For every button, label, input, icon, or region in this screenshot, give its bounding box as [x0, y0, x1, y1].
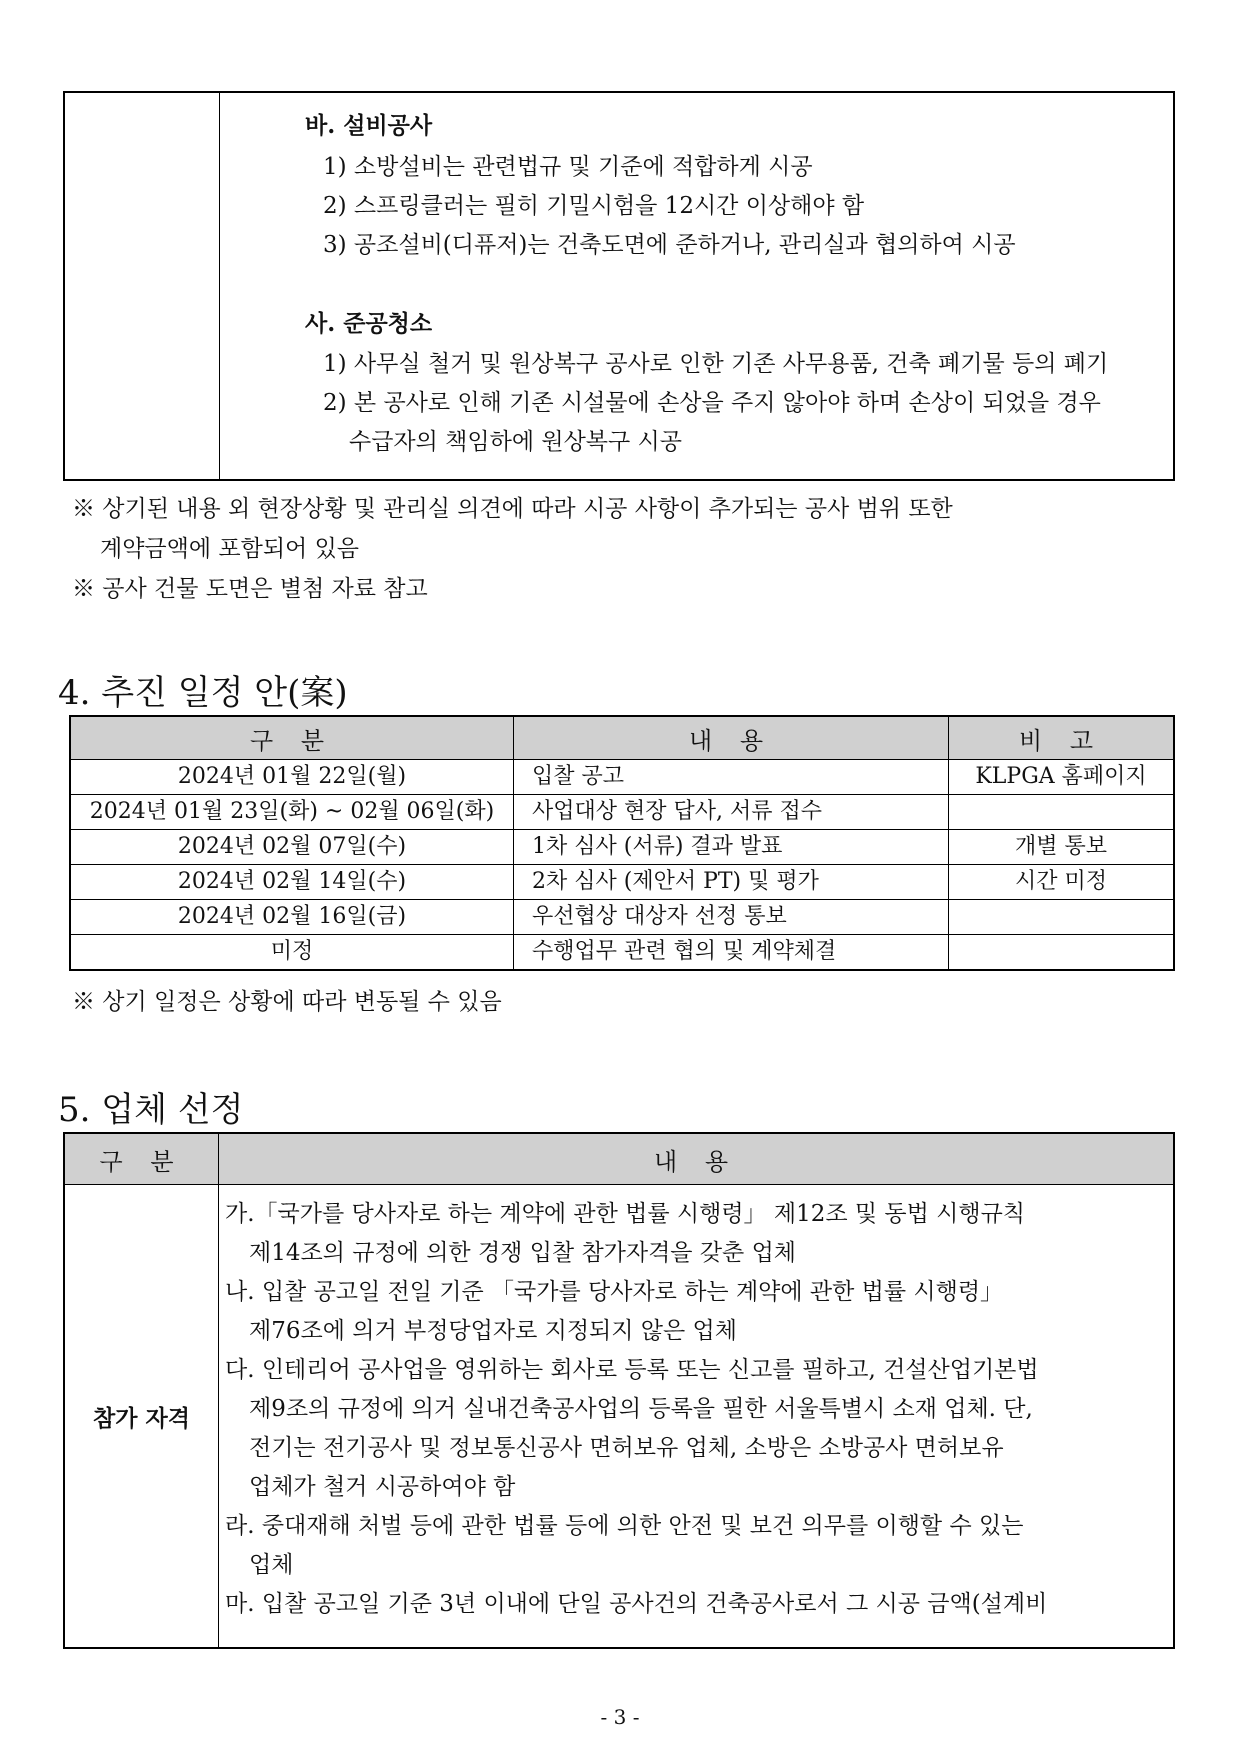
qualification-category: 참가 자격 — [64, 1185, 219, 1649]
table-row — [70, 935, 1174, 971]
schedule-content: 수행업무 관련 협의 및 계약체결 — [514, 935, 949, 971]
qualification-line: 다. 인테리어 공사업을 영위하는 회사로 등록 또는 신고를 필하고, 건설산업기본법 — [225, 1357, 1039, 1383]
col-header-content: 내 용 — [514, 716, 949, 760]
schedule-note: 개별 통보 — [949, 830, 1175, 865]
qualification-content — [219, 1185, 1175, 1649]
col-header-remarks: 비 고 — [949, 716, 1175, 760]
qualification-line: 업체 — [249, 1552, 294, 1578]
table-row — [70, 865, 1174, 900]
qualification-line: 제76조에 의거 부정당업자로 지정되지 않은 업체 — [249, 1318, 737, 1344]
note-scope-cont: 계약금액에 포함되어 있음 — [100, 536, 360, 562]
qualification-line: 가.「국가를 당사자로 하는 계약에 관한 법률 시행령」 제12조 및 동법 시행규칙 — [225, 1201, 1026, 1227]
qualification-line: 나. 입찰 공고일 전일 기준 「국가를 당사자로 하는 계약에 관한 법률 시행령」 — [225, 1279, 1004, 1305]
qualification-line: 전기는 전기공사 및 정보통신공사 면허보유 업체, 소방은 소방공사 면허보유 — [249, 1435, 1004, 1461]
page-number: - 3 - — [600, 1705, 640, 1729]
schedule-content: 입찰 공고 — [514, 760, 949, 795]
schedule-content: 사업대상 현장 답사, 서류 접수 — [514, 795, 949, 830]
facility-item-2: 2) 스프링클러는 필히 기밀시험을 12시간 이상해야 함 — [323, 193, 865, 219]
facility-item-3: 3) 공조설비(디퓨저)는 건축도면에 준하거나, 관리실과 협의하여 시공 — [323, 232, 1016, 258]
col-header-category: 구 분 — [64, 1133, 219, 1185]
note-scope: ※ 상기된 내용 외 현장상황 및 관리실 의견에 따라 시공 사항이 추가되는 공사 범위 또한 — [72, 496, 953, 522]
cleaning-title: 사. 준공청소 — [305, 310, 433, 337]
schedule-note — [949, 900, 1175, 935]
table-row — [70, 760, 1174, 795]
schedule-table — [69, 715, 1175, 971]
schedule-content: 2차 심사 (제안서 PT) 및 평가 — [514, 865, 949, 900]
facility-work-title: 바. 설비공사 — [305, 112, 433, 139]
selection-header-row — [64, 1133, 1174, 1185]
qualification-line: 업체가 철거 시공하여야 함 — [249, 1474, 516, 1500]
section-4-title: 4. 추진 일정 안(案) — [58, 673, 348, 713]
schedule-date: 2024년 01월 23일(화) ~ 02월 06일(화) — [70, 795, 514, 830]
qualification-line: 마. 입찰 공고일 기준 3년 이내에 단일 공사건의 건축공사로서 그 시공 금액(설계비 — [225, 1591, 1048, 1617]
schedule-content: 우선협상 대상자 선정 통보 — [514, 900, 949, 935]
table-row — [64, 1185, 1174, 1649]
schedule-content: 1차 심사 (서류) 결과 발표 — [514, 830, 949, 865]
qualification-line: 라. 중대재해 처벌 등에 관한 법률 등에 의한 안전 및 보건 의무를 이행할 수 있는 — [225, 1513, 1024, 1539]
schedule-date: 2024년 02월 07일(수) — [70, 830, 514, 865]
cleaning-item-2-cont: 수급자의 책임하에 원상복구 시공 — [349, 429, 682, 455]
schedule-note: 시간 미정 — [949, 865, 1175, 900]
qualification-line: 제9조의 규정에 의거 실내건축공사업의 등록을 필한 서울특별시 소재 업체. 단, — [249, 1396, 1033, 1422]
schedule-date: 미정 — [70, 935, 514, 971]
schedule-date: 2024년 02월 16일(금) — [70, 900, 514, 935]
qualification-line: 제14조의 규정에 의한 경쟁 입찰 참가자격을 갖춘 업체 — [249, 1240, 797, 1266]
col-header-category: 구 분 — [70, 716, 514, 760]
col-header-content: 내 용 — [219, 1133, 1175, 1185]
table-row — [70, 830, 1174, 865]
schedule-date: 2024년 01월 22일(월) — [70, 760, 514, 795]
cleaning-item-2: 2) 본 공사로 인해 기존 시설물에 손상을 주지 않아야 하며 손상이 되었을 경우 — [323, 390, 1101, 416]
schedule-note — [949, 795, 1175, 830]
facility-item-1: 1) 소방설비는 관련법규 및 기준에 적합하게 시공 — [323, 154, 813, 180]
section-5-title: 5. 업체 선정 — [58, 1090, 244, 1130]
schedule-header-row — [70, 716, 1174, 760]
table-row — [70, 795, 1174, 830]
schedule-note: KLPGA 홈페이지 — [949, 760, 1175, 795]
schedule-note — [949, 935, 1175, 971]
category-cell-empty — [65, 93, 220, 479]
note-drawing: ※ 공사 건물 도면은 별첨 자료 참고 — [72, 576, 428, 602]
selection-table — [63, 1132, 1175, 1649]
schedule-footnote: ※ 상기 일정은 상황에 따라 변동될 수 있음 — [72, 989, 502, 1015]
table-row — [70, 900, 1174, 935]
schedule-date: 2024년 02월 14일(수) — [70, 865, 514, 900]
cleaning-item-1: 1) 사무실 철거 및 원상복구 공사로 인한 기존 사무용품, 건축 폐기물 등의 폐기 — [323, 351, 1109, 377]
work-scope-table-continued — [63, 91, 1175, 481]
